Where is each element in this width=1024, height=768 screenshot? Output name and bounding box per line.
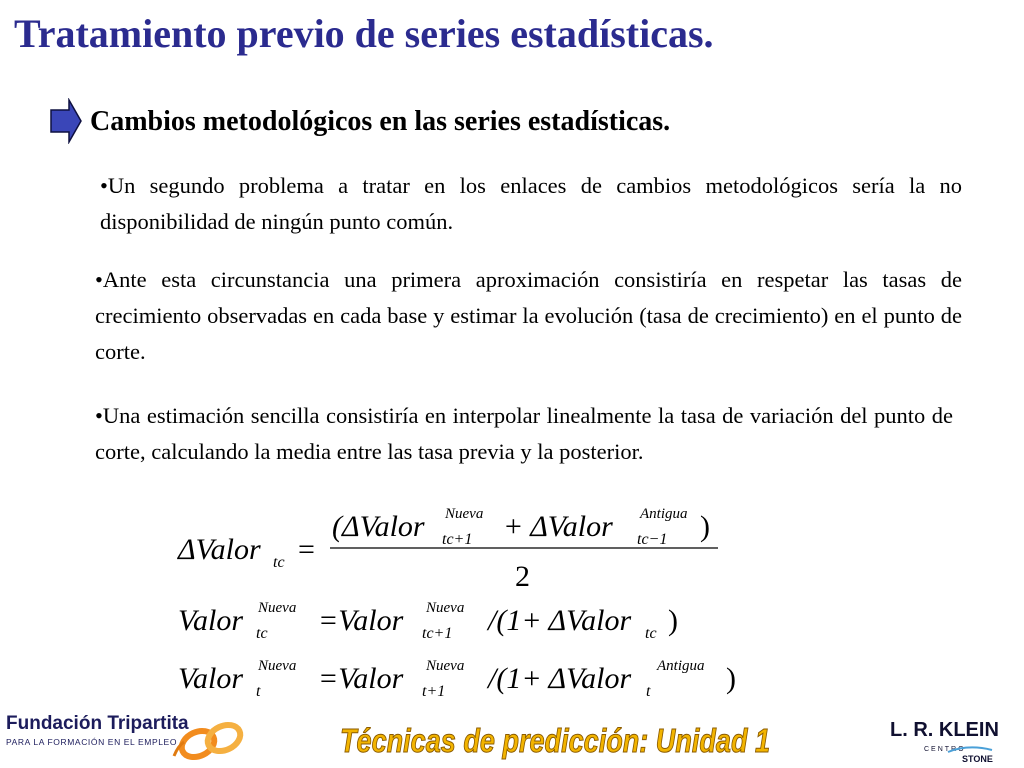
eq1-denominator: 2 [515, 560, 530, 593]
section-subtitle: Cambios metodológicos en las series estadísticas. [90, 106, 671, 137]
logo-main-text: L. R. KLEIN [890, 719, 999, 741]
eq3-sup2: Antigua [657, 658, 705, 674]
slide-title: Tratamiento previo de series estadísticas. [14, 11, 714, 56]
eq1-equals: = [298, 533, 315, 566]
bullet-paragraph-3: •Una estimación sencilla consistiría en interpolar linealmente la tasa de variación del punto de corte, calculando la media entre las tasa previa y la posterior. [95, 403, 953, 464]
logo-name: Fundación Tripartita [6, 713, 189, 734]
eq3-sub2: t [646, 683, 651, 700]
eq3-close: ) [726, 662, 736, 695]
logo-tagline: PARA LA FORMACIÓN EN EL EMPLEO [6, 737, 178, 747]
eq1-num-term1: (ΔValor [332, 510, 425, 543]
eq3-lhs: Valor [178, 662, 244, 695]
eq1-sub2: tc−1 [637, 531, 668, 548]
eq1-close: ) [700, 510, 710, 543]
eq1-sup1: Nueva [445, 506, 484, 522]
eq3-rhs2: /(1+ ΔValor [488, 662, 632, 695]
bullet-paragraph-1: •Un segundo problema a tratar en los enlaces de cambios metodológicos sería la no disponibilidad de ningún punto común. [100, 173, 962, 234]
bullet-paragraph-2: •Ante esta circunstancia una primera aproximación consistiría en respetar las tasas de crecimiento observadas en cada base y estimar la evolución (tasa de crecimiento) en el punto de corte. [95, 267, 962, 364]
eq2-rhs1: =Valor [318, 604, 404, 637]
logo-sub1: CENTRO [924, 746, 966, 753]
eq3-lhs-sub: t [256, 683, 261, 700]
formula-block [170, 500, 770, 705]
eq1-lhs-sub: tc [273, 554, 285, 571]
eq2-sup: Nueva [426, 600, 465, 616]
eq3-sub: t+1 [422, 683, 446, 700]
eq3-sup: Nueva [426, 658, 465, 674]
infinity-logo-icon [168, 716, 252, 764]
eq3-rhs1: =Valor [318, 662, 404, 695]
arrow-right-icon [50, 98, 82, 144]
eq2-lhs-sup: Nueva [258, 600, 297, 616]
eq2-sub2: tc [645, 625, 657, 642]
eq2-lhs: Valor [178, 604, 244, 637]
eq2-lhs-sub: tc [256, 625, 268, 642]
eq1-lhs: ΔValor [178, 533, 261, 566]
eq1-sup2: Antigua [640, 506, 688, 522]
eq2-rhs2: /(1+ ΔValor [488, 604, 632, 637]
logo-sub2: STONE [962, 754, 993, 764]
fundacion-tripartita-logo [6, 713, 189, 747]
eq1-num-term2: + ΔValor [503, 510, 613, 543]
footer-course-title: Técnicas de predicción: Unidad 1 [340, 722, 771, 759]
lr-klein-logo [888, 714, 1020, 766]
eq3-lhs-sup: Nueva [258, 658, 297, 674]
eq1-sub1: tc+1 [442, 531, 473, 548]
eq2-sub: tc+1 [422, 625, 453, 642]
eq2-close: ) [668, 604, 678, 637]
